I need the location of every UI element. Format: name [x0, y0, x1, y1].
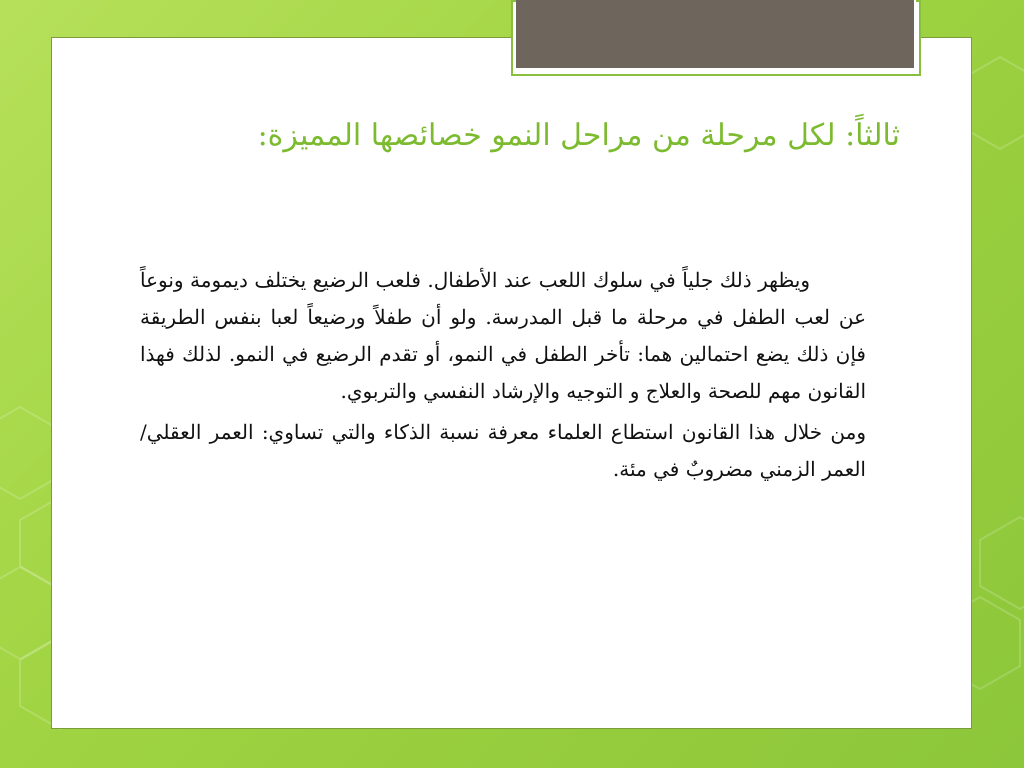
paragraph-1: ويظهر ذلك جلياً في سلوك اللعب عند الأطفال. فلعب الرضيع يختلف ديمومة ونوعاً عن لعب الطفل في مرحلة ما قبل المدرسة. ولو أن طفلاً ورضيعاً لعبا بنفس الطريقة فإن ذلك يضع احتمالين هما: تأخر الطفل في النمو، أو تقدم الرضيع في النمو. لذلك فهذا القانون مهم للصحة والعلاج و التوجيه والإرشاد النفسي والتربوي.: [140, 268, 866, 403]
header-accent-bar: [516, 0, 916, 68]
slide-body-text: [140, 262, 866, 492]
paragraph-2: ومن خلال هذا القانون استطاع العلماء معرفة نسبة الذكاء والتي تساوي: العمر العقلي/ العمر الزمني مضروبٌ في مئة.: [140, 420, 866, 481]
slide-title: ثالثاً: لكل مرحلة من مراحل النمو خصائصها المميزة:: [257, 118, 900, 153]
